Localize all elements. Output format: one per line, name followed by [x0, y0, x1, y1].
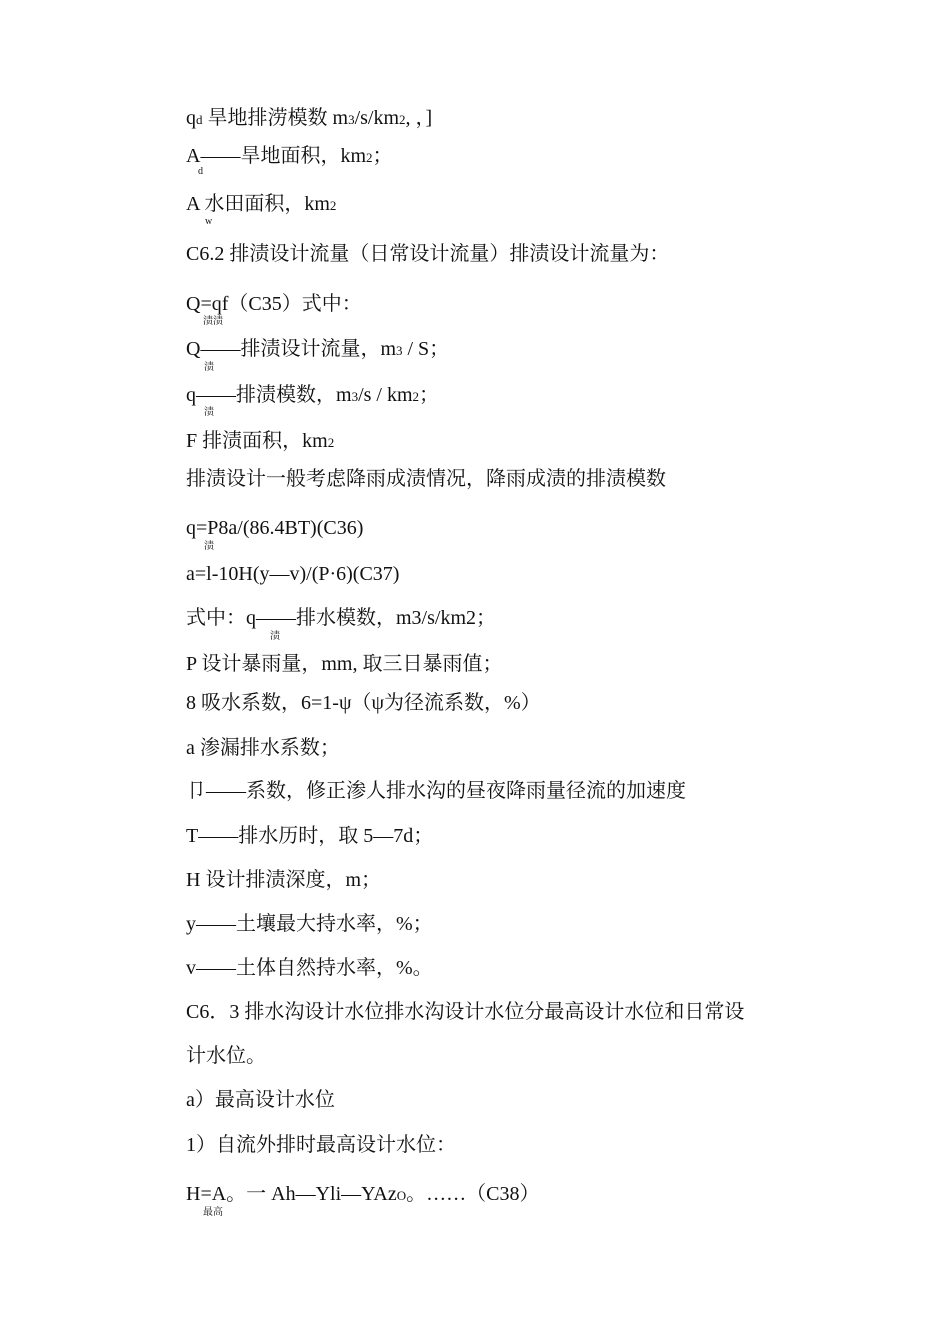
text: 8 吸水系数，6=1-ψ（ψ为径流系数，%）	[186, 692, 541, 714]
line-v-natural-water	[186, 956, 433, 980]
text: v——土体自然持水率，%。	[186, 957, 433, 979]
text: q——排渍模数，m	[186, 384, 352, 406]
subscript-label: 渍渍	[203, 316, 223, 327]
line-y-max-water	[186, 912, 433, 936]
line-absorption-coefficient	[186, 691, 541, 715]
subscript-label: 最高	[203, 1207, 223, 1218]
line-q-flow-definition	[186, 337, 449, 363]
text: Q——排渍设计流量，m	[186, 338, 396, 360]
line-ad-definition	[186, 144, 393, 170]
text: y——土壤最大持水率，%；	[186, 913, 433, 935]
subscript-label: 渍	[204, 407, 214, 418]
superscript: 2	[327, 435, 335, 450]
line-f-area-definition	[186, 429, 334, 455]
superscript: 2	[412, 389, 420, 404]
symbol: q	[186, 107, 196, 129]
text: Q=qf（C35）式中：	[186, 293, 362, 315]
line-p-rainfall	[186, 652, 503, 676]
subscript-label: w	[205, 216, 213, 227]
line-q-drainage-modulus	[186, 606, 496, 630]
subsection-1-heading	[186, 1133, 456, 1157]
text: 式中：q——排水模数，m3/s/km2；	[186, 607, 497, 629]
superscript: 2	[329, 198, 337, 213]
equation-c36	[186, 516, 363, 540]
subsection-a-heading	[186, 1088, 335, 1112]
superscript: 3	[348, 112, 355, 127]
equation-c38	[186, 1182, 539, 1208]
text: q=P8a/(86.4BT)(C36)	[186, 517, 364, 539]
line-aw-definition	[186, 192, 336, 218]
text: / S；	[402, 338, 450, 360]
line-q-modulus-definition	[186, 383, 439, 409]
text: /s/km	[354, 107, 400, 129]
text: A	[186, 145, 201, 167]
superscript: 2	[366, 150, 373, 165]
equation-c37	[186, 562, 399, 586]
text: A 水田面积，km	[186, 193, 330, 215]
section-c6-3-continuation	[186, 1044, 266, 1068]
text: F 排渍面积，km	[186, 430, 328, 452]
equation-c35	[186, 292, 362, 316]
text: , ，]	[405, 107, 433, 129]
subscript-label: 渍	[204, 541, 214, 552]
text: 1）自流外排时最高设计水位：	[186, 1134, 456, 1156]
text: C6．3 排水沟设计水位排水沟设计水位分最高设计水位和日常设	[186, 1001, 745, 1023]
text: T——排水历时，取 5—7d；	[186, 825, 434, 847]
superscript: 3	[351, 389, 359, 404]
superscript: 3	[396, 343, 403, 358]
line-qd-definition	[186, 106, 432, 132]
text: 计水位。	[186, 1045, 266, 1067]
subscript-label: 渍	[204, 362, 214, 373]
section-c6-2-heading	[186, 242, 669, 266]
subscript-label: d	[198, 166, 203, 177]
text: H 设计排渍深度，m；	[186, 869, 381, 891]
subscript: d	[196, 112, 203, 127]
line-h-depth	[186, 868, 381, 892]
text: P 设计暴雨量，mm, 取三日暴雨值；	[186, 653, 503, 675]
text: 卩——系数，修正渗人排水沟的昼夜降雨量径流的加速度	[186, 780, 686, 802]
text: 旱地排涝模数 m	[207, 107, 349, 129]
paragraph-rain-modulus	[186, 467, 666, 491]
subscript-label: 渍	[270, 631, 280, 642]
text: 排渍设计一般考虑降雨成渍情况，降雨成渍的排渍模数	[186, 468, 666, 490]
subscript: O	[396, 1188, 407, 1203]
text: ；	[419, 384, 440, 406]
text: 。……（C38）	[406, 1183, 540, 1205]
line-t-duration	[186, 824, 433, 848]
text: a 渗漏排水系数；	[186, 737, 340, 759]
text: H=A。一 Ah—Yli—YAz	[186, 1183, 397, 1205]
text: C6.2 排渍设计流量（日常设计流量）排渍设计流量为：	[186, 243, 670, 265]
text: a=l-10H(y—v)/(P·6)(C37)	[186, 563, 400, 585]
line-leakage-coefficient	[186, 736, 340, 760]
text: /s / km	[358, 384, 413, 406]
section-c6-3-heading	[186, 1000, 744, 1024]
line-correction-coefficient	[186, 779, 686, 803]
superscript: 2	[399, 112, 406, 127]
text: a）最高设计水位	[186, 1089, 335, 1111]
text: ；	[372, 145, 393, 167]
text: ——旱地面积，km	[200, 145, 367, 167]
